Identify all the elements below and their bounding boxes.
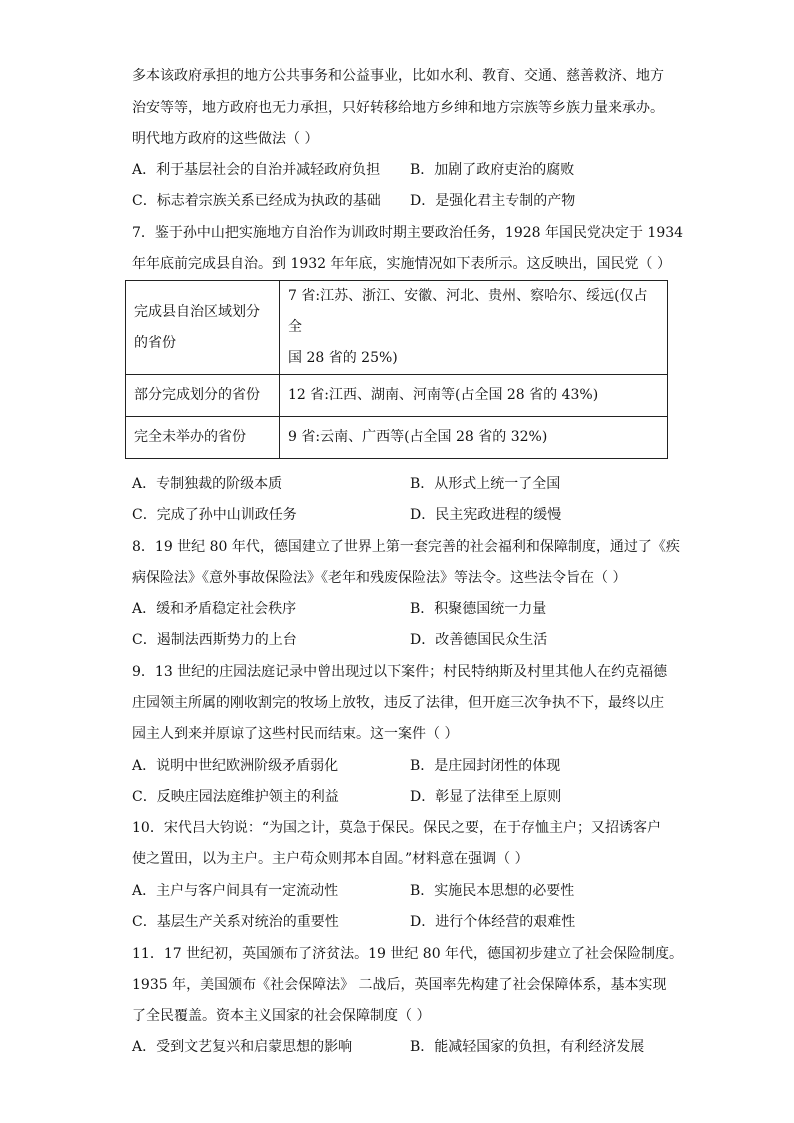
- question-9-option-b: B．是庄园封闭性的体现: [410, 758, 561, 774]
- table-row: [126, 281, 668, 375]
- question-8-option-d: D．改善德国民众生活: [410, 632, 548, 648]
- question-7-option-a: A．专制独裁的阶级本质: [132, 476, 283, 492]
- question-11-option-a: A．受到文艺复兴和启蒙思想的影响: [132, 1039, 353, 1055]
- table-cell-label-line: 的省份: [134, 334, 176, 351]
- question-10-stem-line: 使之置田，以为主户。主户苟众则邦本自固。”材料意在强调（ ）: [132, 851, 529, 867]
- question-10-option-b: B．实施民本思想的必要性: [410, 883, 575, 899]
- question-11-stem-line: 11．17 世纪初，英国颁布了济贫法。19 世纪 80 年代，德国初步建立了社会保险制度。: [132, 946, 684, 962]
- table-cell-value: 12 省:江西、湖南、河南等(占全国 28 省的 43%): [280, 375, 668, 417]
- table-row: [126, 375, 668, 417]
- question-10-option-a: A．主户与客户间具有一定流动性: [132, 883, 339, 899]
- question-10-option-c: C．基层生产关系对统治的重要性: [132, 914, 339, 930]
- question-11-stem-line: 了全民覆盖。资本主义国家的社会保障制度（ ）: [132, 1008, 431, 1024]
- question-9-option-a: A．说明中世纪欧洲阶级矛盾弱化: [132, 758, 339, 774]
- question-9-option-d: D．彰显了法律至上原则: [410, 789, 562, 805]
- table-cell-label: 部分完成划分的省份: [126, 375, 280, 417]
- question-7-option-b: B．从形式上统一了全国: [410, 476, 561, 492]
- question-11-option-b: B．能减轻国家的负担，有利经济发展: [410, 1039, 645, 1055]
- table-cell-value-line: 7 省:江苏、浙江、安徽、河北、贵州、察哈尔、绥远(仅占全: [288, 288, 648, 335]
- table-cell-value: [280, 281, 668, 375]
- question-9-stem-line: 庄园领主所属的刚收割完的牧场上放牧，违反了法律，但开庭三次争执不下，最终以庄: [132, 695, 664, 711]
- question-7-option-c: C．完成了孙中山训政任务: [132, 507, 297, 523]
- question-11-stem-line: 1935 年，美国颁布《社会保障法》 二战后，英国率先构建了社会保障体系，基本实现: [132, 977, 667, 993]
- question-6-text-line: 明代地方政府的这些做法（ ）: [132, 131, 319, 147]
- question-6-text-line: 多本该政府承担的地方公共事务和公益事业，比如水利、教育、交通、慈善救济、地方: [132, 68, 664, 84]
- question-10-option-d: D．进行个体经营的艰难性: [410, 914, 576, 930]
- question-6-option-d: D．是强化君主专制的产物: [410, 193, 576, 209]
- table-cell-value: 9 省:云南、广西等(占全国 28 省的 32%): [280, 417, 668, 459]
- question-7-stem-line: 年年底前完成县自治。到 1932 年年底，实施情况如下表所示。这反映出，国民党（ ）: [132, 256, 671, 272]
- table-row: [126, 417, 668, 459]
- question-7-stem-line: 7．鉴于孙中山把实施地方自治作为训政时期主要政治任务，1928 年国民党决定于 1934: [132, 225, 684, 241]
- question-8-option-b: B．积聚德国统一力量: [410, 601, 547, 617]
- question-8-option-a: A．缓和矛盾稳定社会秩序: [132, 601, 297, 617]
- question-6-option-a: A．利于基层社会的自治并减轻政府负担: [132, 162, 381, 178]
- question-6-text-line: 治安等等，地方政府也无力承担，只好转移给地方乡绅和地方宗族等乡族力量来承办。: [132, 100, 664, 116]
- question-7-table: [125, 280, 668, 459]
- question-10-stem-line: 10．宋代吕大钧说：“为国之计，莫急于保民。保民之要，在于存恤主户；又招诱客户: [132, 820, 661, 836]
- question-9-stem-line: 园主人到来并原谅了这些村民而结束。这一案件（ ）: [132, 726, 459, 742]
- table-cell-label-line: 完成县自治区域划分: [134, 303, 260, 320]
- question-9-stem-line: 9．13 世纪的庄园法庭记录中曾出现过以下案件；村民特纳斯及村里其他人在约克福德: [132, 664, 668, 680]
- question-6-option-b: B．加剧了政府吏治的腐败: [410, 162, 575, 178]
- question-8-stem-line: 8．19 世纪 80 年代，德国建立了世界上第一套完善的社会福利和保障制度，通过了《疾: [132, 539, 680, 555]
- question-6-option-c: C．标志着宗族关系已经成为执政的基础: [132, 193, 381, 209]
- table-cell-value-line: 国 28 省的 25%): [288, 350, 398, 366]
- question-8-option-c: C．遏制法西斯势力的上台: [132, 632, 297, 648]
- question-8-stem-line: 病保险法》《意外事故保险法》《老年和残废保险法》等法令。这些法令旨在（ ）: [132, 570, 627, 586]
- question-9-option-c: C．反映庄园法庭维护领主的利益: [132, 789, 339, 805]
- question-7-option-d: D．民主宪政进程的缓慢: [410, 507, 562, 523]
- table-cell-label: 完全未举办的省份: [126, 417, 280, 459]
- table-cell-label: [126, 281, 280, 375]
